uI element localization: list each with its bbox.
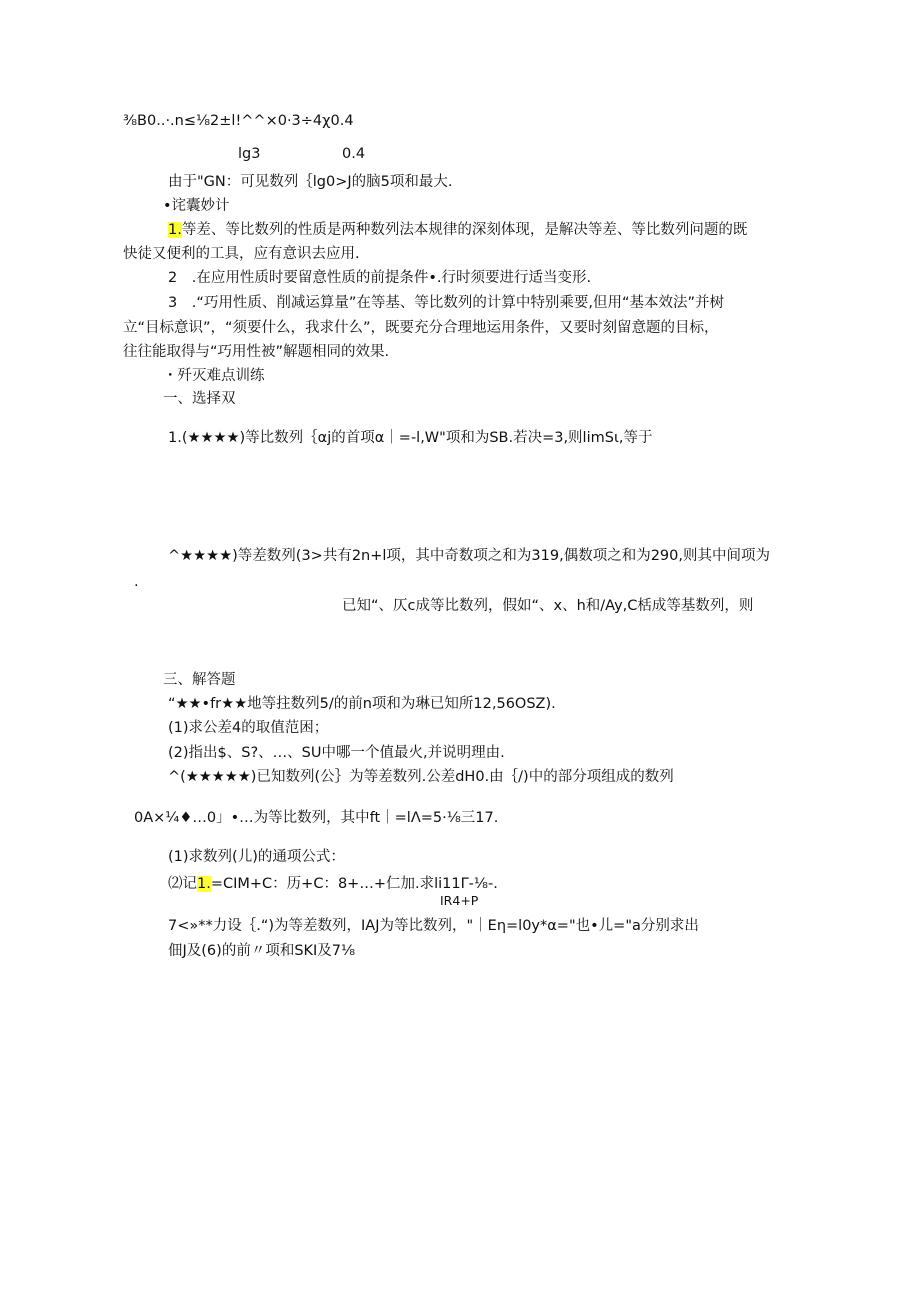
question-1: 1.(★★★★)等比数列｛αj的首项α｜=-l,W"项和为SΒ.若决=3,则limSι,等于 [168, 430, 653, 446]
answer-question-1: “★★•fr★★地等拄数列5/的前n项和为琳已知所12‚56OSZ). [168, 696, 556, 712]
question-2: ^★★★★)等差数列(3>共有2n+l项，其中奇数项之和为319,偶数项之和为290,则其中间项为 [168, 548, 770, 564]
formula-line: ⅜Β0..·.n≤⅛2±l!^^×0·3÷4χ0.4 [123, 113, 354, 129]
answer-question-2-cont: 0A×¼♦…0」•…为等比数列，其中ft｜=lΛ=5·⅛三17. [134, 810, 499, 826]
answer-subquestion: (2)指出$、S?、…、SU中哪一个值最火,并说明理由. [168, 745, 505, 761]
answer-question-3-cont: 佃J及(6)的前〃项和SKI及7⅛ [168, 943, 356, 959]
section-heading-answer: 三、解答题 [163, 672, 236, 688]
paragraph-line: 立“目标意识”，“须要什么，我求什么”，既要充分合理地运用条件，又要时刻留意题的目标， [123, 320, 719, 336]
section-heading-choice: 一、选择双 [163, 391, 236, 407]
answer-question-3: 7<»**力设｛.“)为等差数列，IAJ为等比数列，"｜Eη=l0y*α="也•儿="a分别求出 [168, 918, 699, 934]
answer-subquestion: (1)求公差4的取值范困； [168, 720, 329, 736]
paragraph-line [168, 220, 747, 240]
section-heading-tips: •诧囊妙计 [163, 198, 230, 214]
paragraph-text: 等差、等比数列的性质是两种数列法本规律的深刻体现，是解决等差、等比数列问题的既 [181, 222, 748, 238]
paragraph-line: 2 .在应用性质时要留意性质的前提条件•.行时须要进行适当变形. [168, 270, 592, 286]
answer-question-2: ^(★★★★★)已知数列(公｝为等差数列.公差dH0.由｛/)中的部分项组成的数列 [168, 769, 674, 785]
formula-value: 0.4 [342, 146, 366, 162]
highlight-mark: 1. [168, 222, 182, 238]
paragraph-line: 快徒又便利的工具，应有意识去应用. [123, 246, 360, 262]
question-2-end: . [134, 574, 139, 590]
formula-denominator: IR4+P [440, 893, 479, 908]
subquestion-prefix: ⑵记 [168, 876, 197, 892]
paragraph-line: 往往能取得与“巧用性被”解题相同的效果. [123, 344, 390, 360]
paragraph-line: 3 .“巧用性质、削减运算量”在等基、等比数列的计算中特别乘要,但用“基本效法”并树 [168, 295, 724, 311]
answer-subquestion: (1)求数列(儿)的通项公式： [168, 849, 345, 865]
subquestion-text: =CIM+C：历+C：8+…+仁加.求li11Γ-⅛-. [210, 876, 498, 892]
section-heading-training: ・歼灭难点训练 [163, 368, 265, 384]
highlight-mark: 1. [197, 876, 211, 892]
question-3: 已知“、仄c成等比数列，假如“、x、h和/Ay,C栝成等基数列，则 [342, 598, 754, 614]
conclusion-line: 由于"GN：可见数列｛lg0>J的脑5项和最大. [168, 174, 453, 190]
formula-lg3: lg3 [238, 146, 261, 162]
